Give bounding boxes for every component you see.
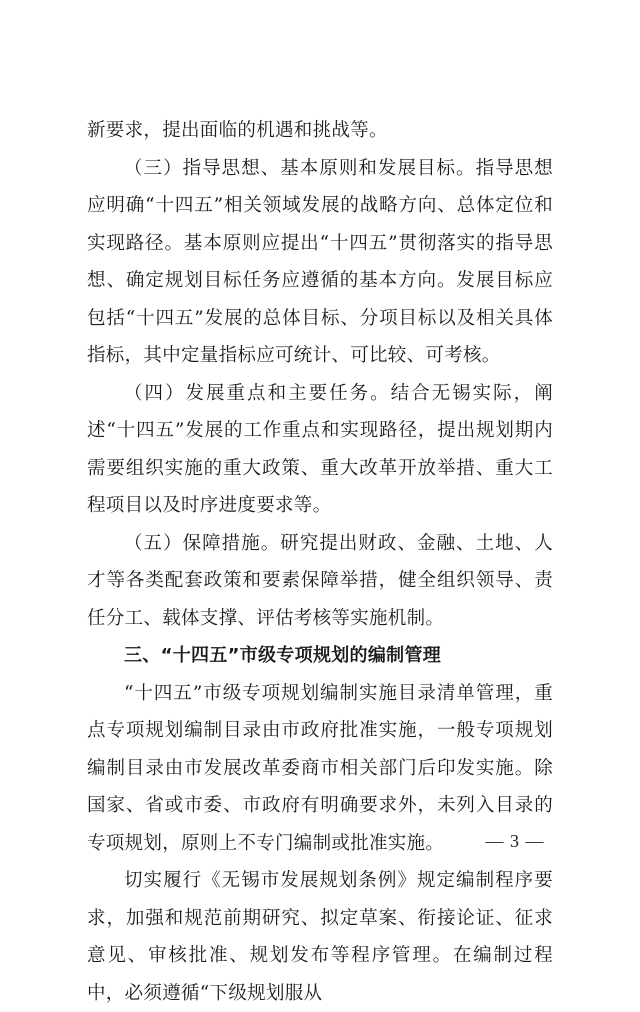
paragraph-key-tasks: （四）发展重点和主要任务。结合无锡实际，阐述“十四五”发展的工作重点和实现路径，提出规划期内需要组织实施的重大政策、重大改革开放举措、重大工程项目以及时序进度要求等。: [87, 382, 553, 516]
paragraph-procedure: 切实履行《无锡市发展规划条例》规定编制程序要求，加强和规范前期研究、拟定草案、衔接论证、征求意见、审核批准、规划发布等程序管理。在编制过程中，必须遵循“下级规划服从: [87, 870, 553, 1004]
paragraph-safeguards: （五）保障措施。研究提出财政、金融、土地、人才等各类配套政策和要素保障举措，健全组织领导、责任分工、载体支撑、评估考核等实施机制。: [87, 532, 553, 629]
paragraph-catalog-management: “十四五”市级专项规划编制实施目录清单管理，重点专项规划编制目录由市政府批准实施，一般专项规划编制目录由市发展改革委商市相关部门后印发实施。除国家、省或市委、市政府有明确要求外，未列入目录的专项规划，原则上不专门编制或批准实施。: [87, 682, 553, 854]
page-number: — 3 —: [485, 831, 545, 851]
section-heading: 三、“十四五”市级专项规划的编制管理: [124, 645, 442, 666]
document-body: [87, 112, 553, 1012]
paragraph-continuation: 新要求，提出面临的机遇和挑战等。: [87, 120, 388, 141]
paragraph-guiding-principles: （三）指导思想、基本原则和发展目标。指导思想应明确“十四五”相关领域发展的战略方向、总体定位和实现路径。基本原则应提出“十四五”贯彻落实的指导思想、确定规划目标任务应遵循的基本方向。发展目标应包括“十四五”发展的总体目标、分项目标以及相关具体指标，其中定量指标应可统计、可比较、可考核。: [87, 157, 553, 366]
